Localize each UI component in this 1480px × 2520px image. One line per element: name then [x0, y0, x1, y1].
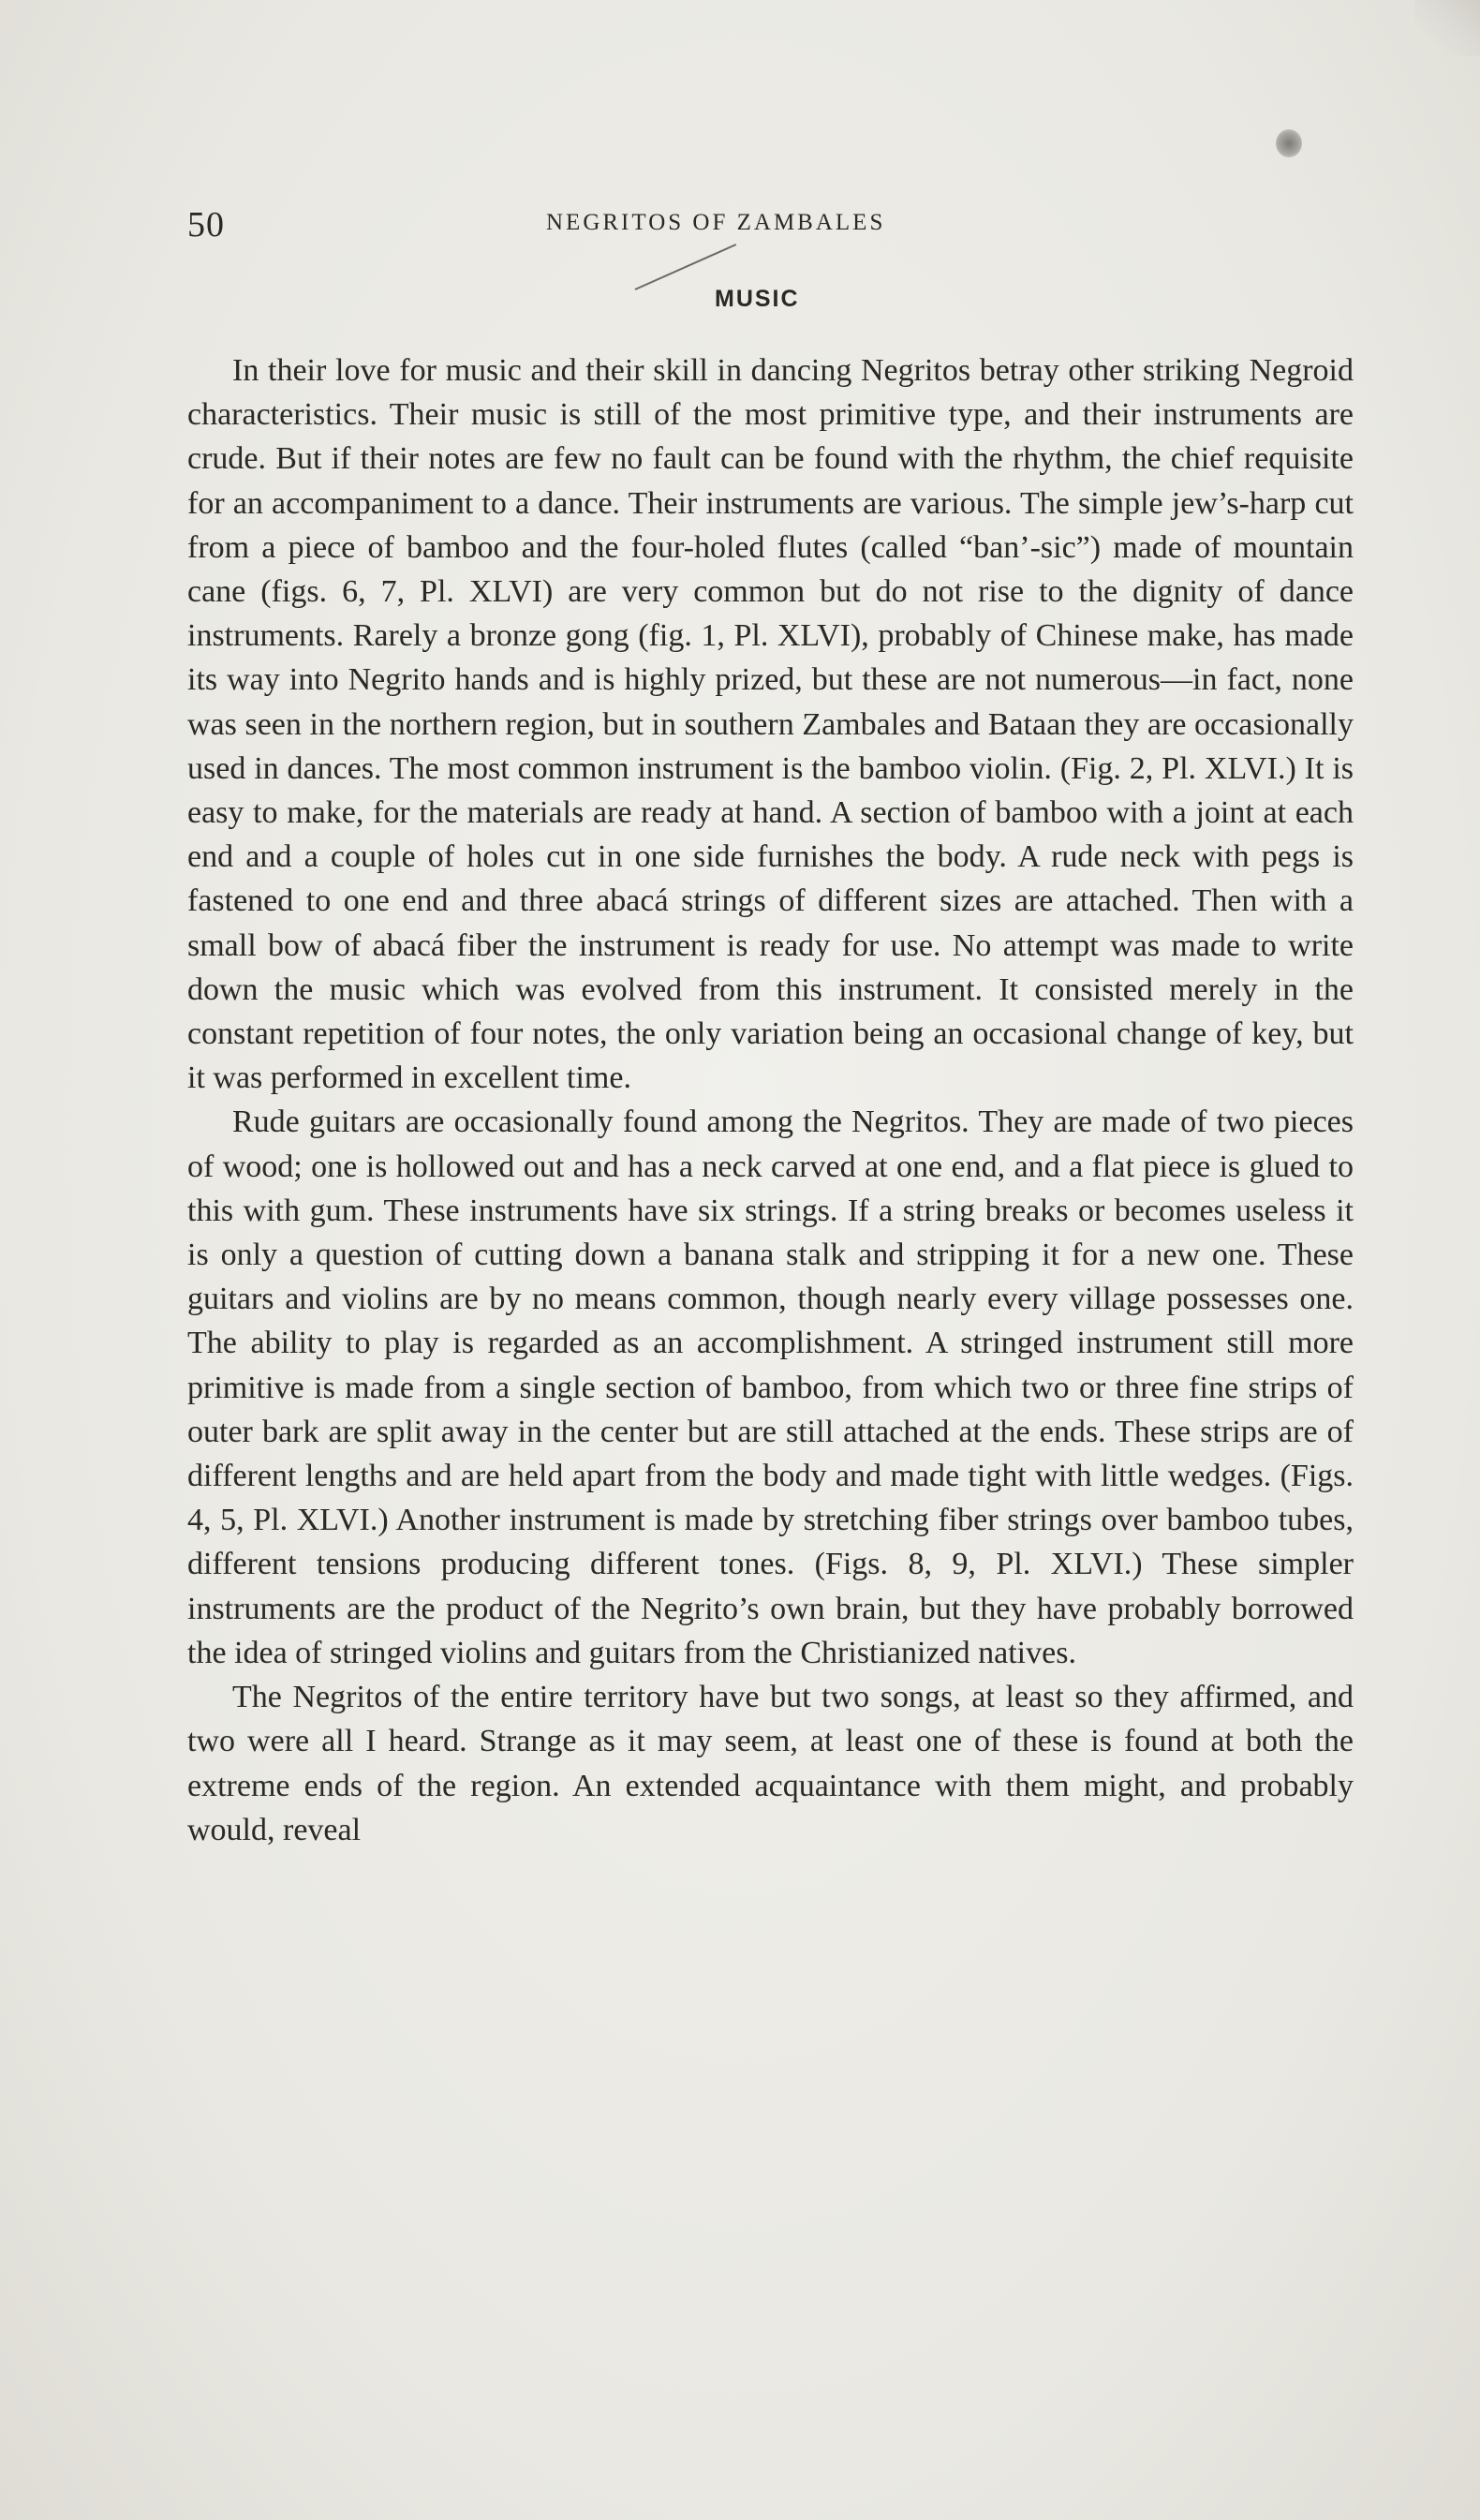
body-text [187, 348, 1354, 1852]
paragraph-instruments: In their love for music and their skill in dancing Negritos betray other striking Negroid characteristics. Their music is still of the most primitive type, and their instruments are crude. But if their notes are few no fault can be found with the rhythm, the chief requisite for an accompaniment to a dance. Their instruments are various. The simple jew’s-harp cut from a piece of bamboo and the four-holed flutes (called “ban’-sic”) made of mountain cane (figs. 6, 7, Pl. XLVI) are very common but do not rise to the dignity of dance instruments. Rarely a bronze gong (fig. 1, Pl. XLVI), probably of Chinese make, has made its way into Negrito hands and is highly prized, but these are not numerous—in fact, none was seen in the northern region, but in southern Zambales and Bataan they are occasionally used in dances. The most common instrument is the bamboo violin. (Fig. 2, Pl. XLVI.) It is easy to make, for the materials are ready at hand. A section of bamboo with a joint at each end and a couple of holes cut in one side furnishes the body. A rude neck with pegs is fastened to one end and three abacá strings of different sizes are attached. Then with a small bow of abacá fiber the instrument is ready for use. No attempt was made to write down the music which was evolved from this instrument. It consisted merely in the constant repetition of four notes, the only variation being an occasional change of key, but it was performed in excellent time. [187, 353, 1354, 1096]
page-corner-curl [1414, 0, 1480, 56]
section-heading: MUSIC [715, 286, 800, 312]
paragraph-guitars: Rude guitars are occasionally found among the Negritos. They are made of two pieces of wood; one is hollowed out and has a neck carved at one end, and a flat piece is glued to this with gum. These instruments have six strings. If a string breaks or becomes useless it is only a question of cutting down a banana stalk and stripping it for a new one. These guitars and violins are by no means common, though nearly every village possesses one. The ability to play is regarded as an accomplishment. A stringed instrument still more primitive is made from a single section of bamboo, from which two or three fine strips of outer bark are split away in the center but are still attached at the ends. These strips are of different lengths and are held apart from the body and made tight with little wedges. (Figs. 4, 5, Pl. XLVI.) Another instrument is made by stretching fiber strings over bamboo tubes, different tensions producing different tones. (Figs. 8, 9, Pl. XLVI.) These simpler instruments are the product of the Negrito’s own brain, but they have probably borrowed the idea of stringed violins and guitars from the Christianized natives. [187, 1104, 1354, 1670]
pencil-mark [635, 244, 737, 290]
page-number: 50 [187, 205, 225, 245]
ink-smudge [1276, 129, 1302, 157]
paragraph-songs: The Negritos of the entire territory have but two songs, at least so they affirmed, and two were all I heard. Strange as it may seem, at least one of these is found at both the extreme ends of the region. An extended acquaintance with them might, and probably would, reveal [187, 1680, 1354, 1847]
running-head: NEGRITOS OF ZAMBALES [546, 210, 886, 235]
